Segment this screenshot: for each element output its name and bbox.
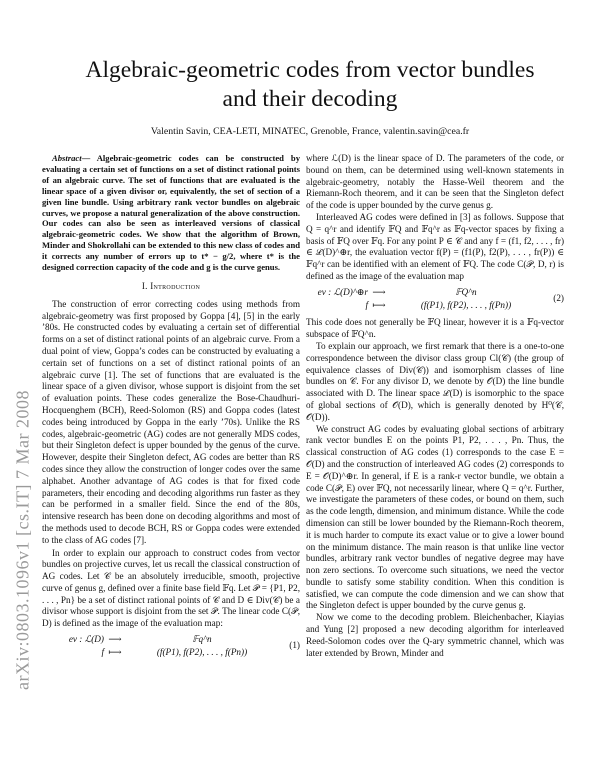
paper-title <box>40 56 580 114</box>
eq1-arrow: ⟶ <box>108 634 122 645</box>
eq1-domain: ev : ℒ(D) <box>68 634 104 645</box>
title-line-2: and their decoding <box>222 86 398 112</box>
abstract-text: — Algebraic-geometric codes can be constructed by evaluating a certain set of functions on a set of distinct rational points of an algebraic curve. The set of functions that are evaluated is the linear space of a given divisor or, equivalently, the set of section of a given line bundle. Using arbitrary rank vector bundles on algebraic curves, we propose a natural generalization of the above construction. Our codes can also be seen as interleaved versions of classical algebraic-geometric codes. We show that the algorithm of Brown, Minder and Shokrollahi can be extended to this new class of codes and it corrects any number of errors up to t* − g/2, where t* is the designed correction capacity of the code and g is the curve genus. <box>42 153 301 273</box>
eq2-number: (2) <box>553 293 564 304</box>
eq1-element: f <box>101 646 104 657</box>
right-paragraph-4: To explain our approach, we first remark that there is a one-to-one correspondence between the divisor class group Cl(𝒞) (the group of equivalence classes of Div(𝒞)) and isomorphism classes of line bundles on 𝒞. For any divisor D, we denote by 𝒪(D) the line bundle associated with D. The linear space ℒ(D) is isomorphic to the space of global sections of 𝒪(D), which is generally denoted by H⁰(𝒞, 𝒪(D)). <box>306 340 564 422</box>
eq2-element: f <box>365 299 368 310</box>
eq2-codomain: 𝔽Q^n <box>455 286 477 297</box>
section-numeral: I. <box>141 280 148 291</box>
section-heading-introduction <box>42 281 300 293</box>
abstract <box>42 153 300 273</box>
right-paragraph-1: where ℒ(D) is the linear space of D. The parameters of the code, or bound on them, can be determined using well-known statements in algebraic-geometry, notably the Hasse-Weil theorem and the Riemann-Roch theorem, and it can be seen that the Singleton defect of the code is upper bounded by the curve genus g. <box>306 153 564 211</box>
eq1-image: (f(P1), f(P2), . . . , f(Pn)) <box>156 646 248 657</box>
abstract-label: Abstract <box>52 153 82 163</box>
right-column <box>306 153 564 659</box>
right-paragraph-5: We construct AG codes by evaluating global sections of arbitrary rank vector bundles E on the points P1, P2, . . . , Pn. Thus, the classical construction of AG codes (1) corresponds to the case E = 𝒪(D) and the construction of interleaved AG codes (2) corresponds to E = 𝒪(D)^⊕r. In general, if E is a rank-r vector bundle, we obtain a code C(𝒫, E) over 𝔽Q, not necessarily linear, where Q = q^r. Further, we investigate the parameters of these codes, or bound on them, such as the code length, dimension, and minimum distance. While the code dimension can still be lower bounded by the Riemann-Roch theorem, it is much harder to compute its exact value or to give a lower bound on the minimum distance. The main reason is that unlike line vector bundles, arbitrary rank vector bundles of negative degree may have non zero sections. To overcome such situations, we need the vector bundle to satisfy some stability condition. When this condition is satisfied, we can compute the code dimension and we can show that the Singleton defect is upper bounded by the curve genus g. <box>306 423 564 611</box>
eq2-arrow: ⟶ <box>372 286 386 297</box>
right-paragraph-6: Now we come to the decoding problem. Bleichenbacher, Kiayias and Yung [2] proposed a new decoding algorithm for interleaved Reed-Solomon codes over the Q-ary symmetric channel, which was later extended by Brown, Minder and <box>306 612 564 658</box>
intro-paragraph-2: In order to explain our approach to construct codes from vector bundles on projective curves, let us recall the classical construction of AG codes. Let 𝒞 be an absolutely irreducible, smooth, projective curve of genus g, defined over a finite base field 𝔽q. Let 𝒫 = {P1, P2, . . . , Pn} be a set of distinct rational points of 𝒞 and D ∈ Div(𝒞) be a divisor whose support is disjoint from the set 𝒫. The linear code C(𝒫, D) is defined as the image of the evaluation map: <box>42 547 300 629</box>
eq1-codomain: 𝔽q^n <box>192 634 212 645</box>
intro-paragraph-1: The construction of error correcting codes using methods from algebraic-geometry was first proposed by Goppa [4], [5] in the early ’80s. He constructed codes by evaluating a certain set of differential forms on a set of distinct rational points of an algebraic curve. From a dual point of view, Goppa’s codes can be constructed by evaluating a certain set of functions on a set of distinct rational points of an algebraic curve [1]. The set of functions that are evaluated is the linear space of a given divisor, whose support is disjoint from the set of evaluation points. These codes generalize the Bose-Chaudhuri-Hocquenghem (BCH), Reed-Solomon (RS) and Goppa codes (latest codes being introduced by Goppa in the early ’70s). Unlike the RS codes, algebraic-geometric (AG) codes are not generally MDS codes, but their Singleton defect is upper bounded by the genus of the curve. However, despite their Singleton defect, AG codes are better than RS codes since they allow the construction of longer codes over the same alphabet. Another advantage of AG codes is that for fixed code parameters, their encoding and decoding algorithms run faster as they can be performed in a smaller field. Since the end of the 80s, intensive research has been done on decoding algorithms and most of the methods used to decode BCH, RS or Goppa codes were extended to the class of AG codes [7]. <box>42 298 300 545</box>
arxiv-sidebar-stamp <box>8 330 38 750</box>
right-paragraph-2: Interleaved AG codes were defined in [3] as follows. Suppose that Q = q^r and identify 𝔽Q and 𝔽q^r as 𝔽q-vector spaces by fixing a basis of 𝔽Q over 𝔽q. For any point P ∈ 𝒞 and any f = (f1, f2, . . . , fr) ∈ ℒ(D)^⊕r, the evaluation vector f(P) = (f1(P), f2(P), . . . , fr(P)) ∈ 𝔽q^r can be identified with an element of 𝔽Q. The code C(𝒫, D, r) is defined as the image of the evaluation map <box>306 211 564 281</box>
eq2-domain: ev : ℒ(D)^⊕r <box>317 286 368 297</box>
section-title: Introduction <box>150 280 201 291</box>
right-paragraph-3: This code does not generally be 𝔽Q linear, however it is a 𝔽q-vector subspace of 𝔽Q^n. <box>306 317 564 340</box>
eq1-number: (1) <box>289 640 300 651</box>
equation-2 <box>306 287 564 312</box>
arxiv-identifier: arXiv:0803.1096v1 [cs.IT] 7 Mar 2008 <box>12 390 33 690</box>
eq1-mapsto: ⟼ <box>108 646 122 657</box>
eq2-image: (f(P1), f(P2), . . . , f(Pn)) <box>420 299 512 310</box>
title-line-1: Algebraic-geometric codes from vector bundles <box>85 57 535 83</box>
eq2-mapsto: ⟼ <box>372 299 386 310</box>
author-affiliation: Valentin Savin, CEA-LETI, MINATEC, Grenoble, France, valentin.savin@cea.fr <box>150 126 470 137</box>
left-column <box>42 153 300 665</box>
equation-1 <box>42 634 300 659</box>
